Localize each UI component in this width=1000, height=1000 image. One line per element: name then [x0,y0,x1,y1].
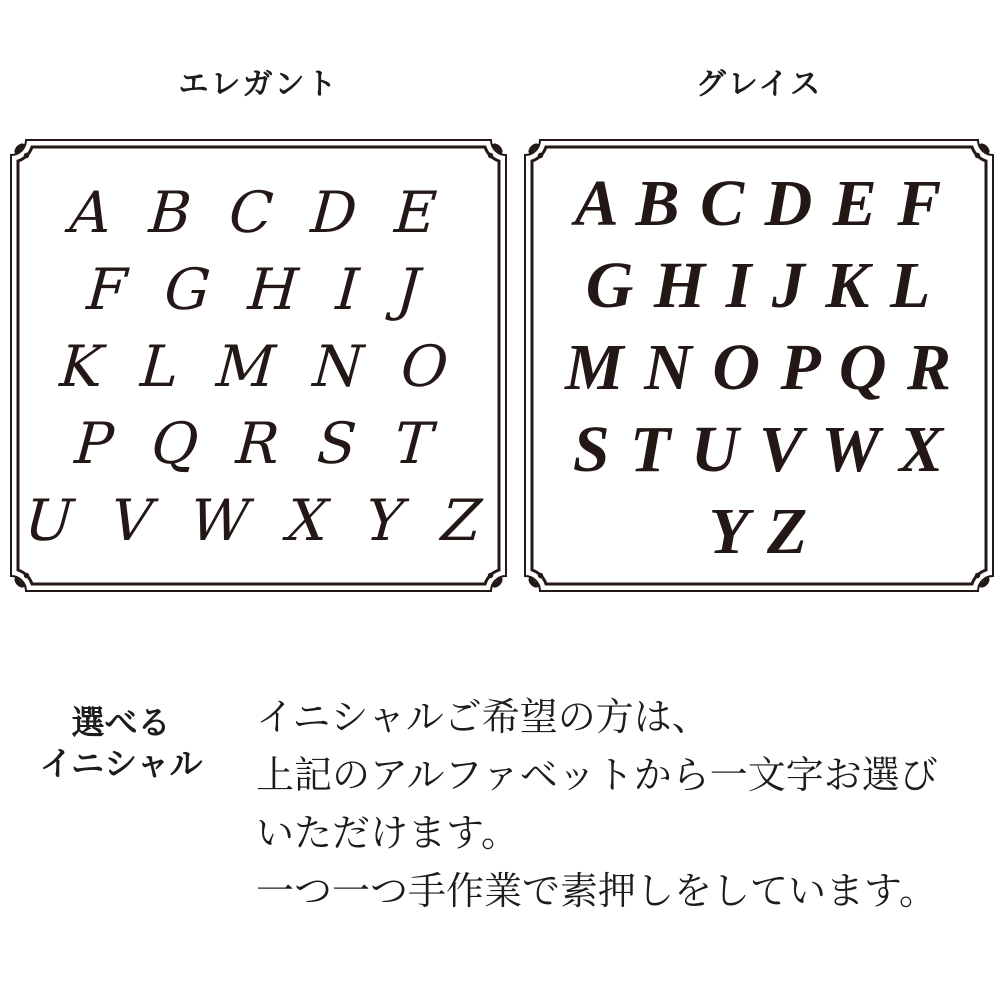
font-title-elegant: エレガント [178,67,339,102]
letter-row: F G H I J [84,257,433,323]
letter-row: U V W X Y Z [23,488,494,554]
font-title-grace: グレイス [695,67,823,102]
label-line: イニシャル [39,744,203,783]
letter-row: M N O P Q R [564,331,954,404]
label-line: 選べる [71,703,171,742]
initial-option-label [36,702,206,784]
letter-row: K L M N O [57,334,460,400]
description-line: 上記のアルファベットから一文字お選び [256,753,938,797]
alphabet-rows-elegant [10,139,507,592]
letter-row: P Q R S T [72,411,445,477]
description-line: 一つ一つ手作業で素押しをしています。 [256,869,937,913]
letter-row: S T U V W X [572,413,946,486]
letter-row: A B C D E [67,180,450,246]
alphabet-rows-grace [524,139,994,592]
letter-row: A B C D E F [574,167,944,240]
initial-option-description [256,688,976,920]
description-line: イニシャルご希望の方は、 [256,695,710,739]
description-line: いただけます。 [256,811,519,855]
letter-row: Y Z [708,495,810,568]
specimen-frame-grace [524,139,994,592]
specimen-frame-elegant [10,139,507,592]
letter-row: G H I J K L [585,249,933,322]
